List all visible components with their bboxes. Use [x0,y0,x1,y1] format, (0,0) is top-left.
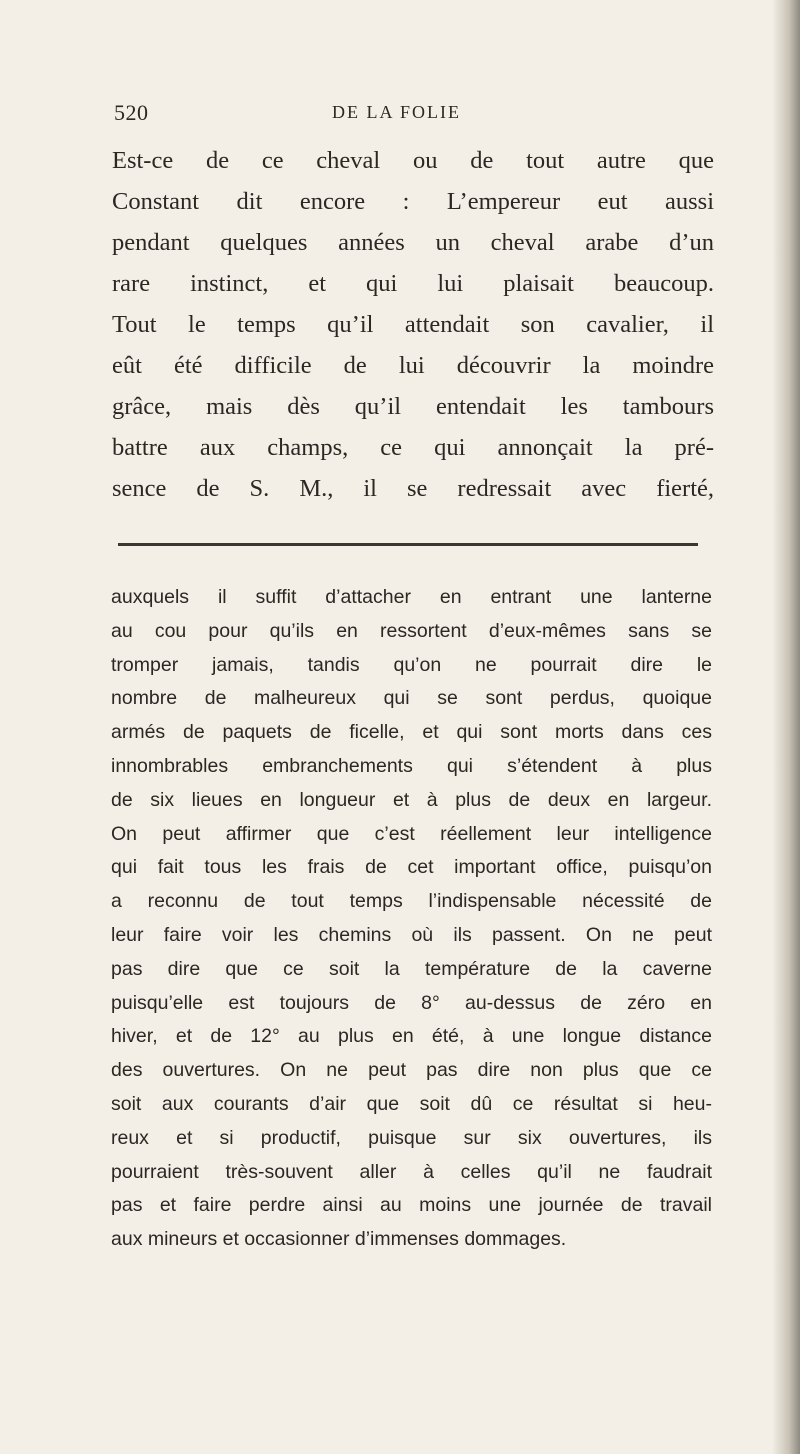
inset-text-line: aux mineurs et occasionner d’immenses dommages. [111,1228,567,1251]
inset-text-line: On peut affirmer que c’est réellement leur intelligence [111,822,712,845]
inset-text-line: armés de paquets de ficelle, et qui sont morts dans ces [111,721,712,744]
inset-text-line: soit aux courants d’air que soit dû ce résultat si heu- [111,1092,712,1115]
inset-text-line: pourraient très-souvent aller à celles qu’il ne faudrait [111,1160,712,1183]
inset-text-line: a reconnu de tout temps l’indispensable nécessité de [111,890,712,913]
main-text-line: battre aux champs, ce qui annonçait la pré- [112,434,714,461]
inset-text-line: puisqu’elle est toujours de 8° au-dessus de zéro en [111,991,712,1014]
inset-text-line: tromper jamais, tandis qu’on ne pourrait dire le [111,653,712,676]
main-text-line: eût été difficile de lui découvrir la moindre [112,352,714,379]
main-text-line: sence de S. M., il se redressait avec fierté, [112,475,714,502]
inset-text-line: de six lieues en longueur et à plus de deux en largeur. [111,788,712,811]
inset-text-line: au cou pour qu’ils en ressortent d’eux-mêmes sans se [111,619,712,642]
running-title: DE LA FOLIE [332,102,461,122]
page-edge-shadow [772,0,800,1454]
inset-text-line: des ouvertures. On ne peut pas dire non plus que ce [111,1059,712,1082]
inset-text-line: pas et faire perdre ainsi au moins une journée de travail [111,1194,712,1217]
inset-text-line: auxquels il suffit d’attacher en entrant une lanterne [111,586,712,608]
main-text-line: Constant dit encore : L’empereur eut aussi [112,188,714,215]
page-header [114,100,714,132]
main-text-line: Est-ce de ce cheval ou de tout autre que [112,147,714,174]
inset-text-line: nombre de malheureux qui se sont perdus, quoique [111,687,712,710]
inset-paragraph [111,581,712,1257]
main-text-line: Tout le temps qu’il attendait son cavalier, il [112,311,714,338]
section-divider-rule [118,543,698,546]
inset-text-line: qui fait tous les frais de cet important office, puisqu’on [111,856,712,879]
page-number: 520 [114,100,149,125]
inset-text-line: hiver, et de 12° au plus en été, à une longue distance [111,1025,712,1048]
main-text-line: grâce, mais dès qu’il entendait les tambours [112,393,714,420]
main-text-line: rare instinct, et qui lui plaisait beaucoup. [112,270,714,297]
inset-text-line: pas dire que ce soit la température de la caverne [111,957,712,980]
inset-text-line: leur faire voir les chemins où ils passent. On ne peut [111,923,712,946]
main-text-line: pendant quelques années un cheval arabe d’un [112,229,714,256]
inset-text-line: reux et si productif, puisque sur six ouvertures, ils [111,1126,712,1149]
inset-text-line: innombrables embranchements qui s’étendent à plus [111,754,712,777]
main-paragraph [112,140,714,509]
